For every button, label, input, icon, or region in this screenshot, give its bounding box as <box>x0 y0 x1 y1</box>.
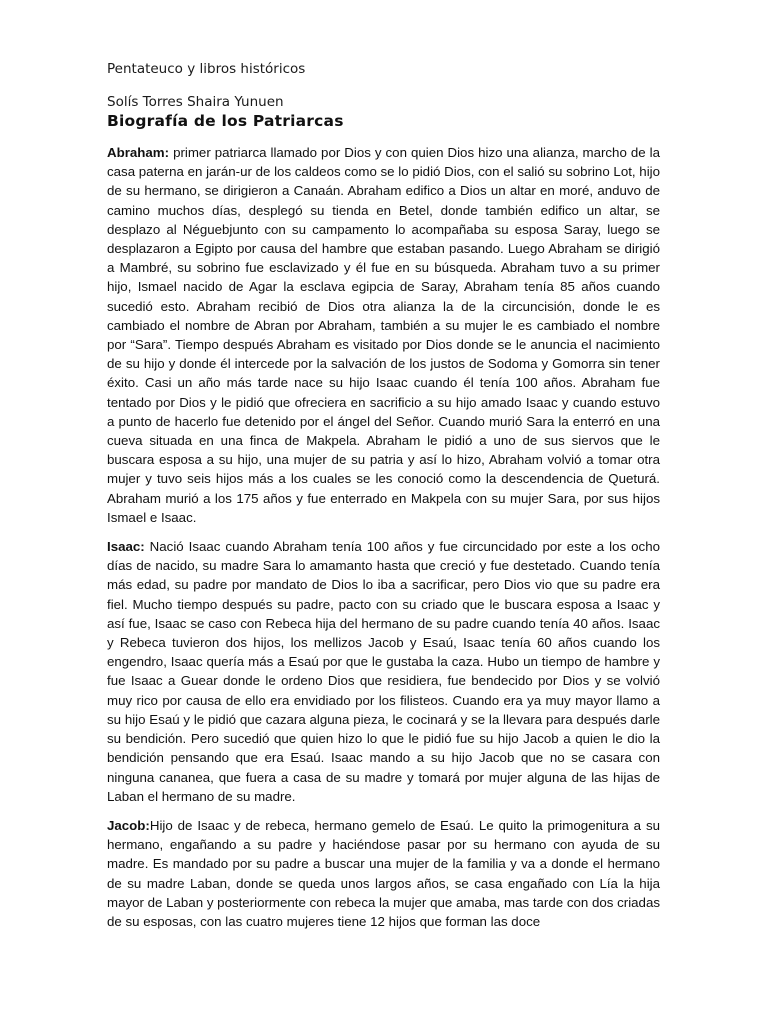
page-title: Biografía de los Patriarcas <box>107 112 344 130</box>
course-title: Pentateuco y libros históricos <box>107 61 306 77</box>
paragraph-text-abraham: primer patriarca llamado por Dios y con quien Dios hizo una alianza, marcho de la casa paterna en jarán-ur de los caldeos como se lo pidió Dios, con el salió su sobrino Lot, hijo de su hermano, se dirigieron a Canaán. Abraham edifico a Dios un altar en moré, anduvo de camino muchos días, desplegó su tienda en Betel, donde también edifico un altar, se desplazo al Néguebjunto con su campamento lo acompañaba su esposa Saray, luego se desplazaron a Egipto por causa del hambre que estaban pasando. Luego Abraham se dirigió a Mambré, su sobrino fue esclavizado y él fue en su búsqueda. Abraham tuvo a su primer hijo, Ismael nacido de Agar la esclava egipcia de Saray, Abraham tenía 85 años cuando sucedió esto. Abraham recibió de Dios otra alianza la de la circuncisión, donde le es cambiado el nombre de Abran por Abraham, también a su mujer le es cambiado el nombre por “Sara”. Tiempo después Abraham es visitado por Dios donde se le anuncia el nacimiento de su hijo y donde él intercede por la salvación de los justos de Sodoma y Gomorra sin tener éxito. Casi un año más tarde nace su hijo Isaac cuando él tenía 100 años. Abraham fue tentado por Dios y le pidió que ofreciera en sacrificio a su hijo amado Isaac y cuando estuvo a punto de hacerlo fue detenido por el ángel del Señor. Cuando murió Sara la enterró en una cueva situada en una finca de Makpela. Abraham le pidió a uno de sus siervos que le buscara esposa a su hijo, una mujer de su patria y así lo hizo, Abraham volvió a tomar otra mujer y tuvo seis hijos más a los cuales se les conoció como la descendencia de Queturá. Abraham murió a los 175 años y fue enterrado en Makpela con su mujer Sara, por sus hijos Ismael e Isaac. <box>107 145 660 525</box>
patriarch-name-abraham: Abraham: <box>107 145 170 160</box>
author-name: Solís Torres Shaira Yunuen <box>107 94 284 110</box>
paragraph-abraham <box>107 143 660 527</box>
document-body <box>107 143 660 931</box>
patriarch-name-jacob: Jacob: <box>107 817 150 833</box>
paragraph-jacob <box>107 816 660 931</box>
paragraph-text-jacob: Hijo de Isaac y de rebeca, hermano gemelo de Esaú. Le quito la primogenitura a su hermano, engañando a su padre y haciéndose pasar por su hermano con ayuda de su madre. Es mandado por su padre a buscar una mujer de la familia y va a donde el hermano de su madre Laban, donde se queda unos largos años, se casa engañado con Lía la hija mayor de Laban y posteriormente con rebeca la mujer que amaba, mas tarde con dos criadas de su esposas, con las cuatro mujeres tiene 12 hijos que forman las doce <box>107 817 660 929</box>
patriarch-name-isaac: Isaac: <box>107 539 145 555</box>
paragraph-text-isaac: Nació Isaac cuando Abraham tenía 100 años y fue circuncidado por este a los ocho días de nacido, su madre Sara lo amamanto hasta que creció y fue destetado. Cuando tenía más edad, su padre por mandato de Dios lo iba a sacrificar, pero Dios vio que su padre era fiel. Mucho tiempo después su padre, pacto con su criado que le buscara esposa a Isaac y así fue, Isaac se caso con Rebeca hija del hermano de su padre cuando tenía 40 años. Isaac y Rebeca tuvieron dos hijos, los mellizos Jacob y Esaú, Isaac tenía 60 años cuando los engendro, Isaac quería más a Esaú por que le gustaba la caza. Hubo un tiempo de hambre y fue Isaac a Guear donde le ordeno Dios que residiera, fue bendecido por Dios y se volvió muy rico por causa de ello era envidiado por los filisteos. Cuando era ya muy mayor llamo a su hijo Esaú y le pidió que cazara alguna pieza, le cocinará y se la llevara para después darle su bendición. Pero sucedió que quien hizo lo que le pidió fue su hijo Jacob a quien le dio la bendición pensando que era Esaú. Isaac mando a su hijo Jacob que no se casara con ninguna cananea, que fuera a casa de su madre y tomará por mujer alguna de las hijas de Laban el hermano de su madre. <box>107 539 660 804</box>
document-page <box>107 60 660 941</box>
paragraph-isaac <box>107 537 660 806</box>
